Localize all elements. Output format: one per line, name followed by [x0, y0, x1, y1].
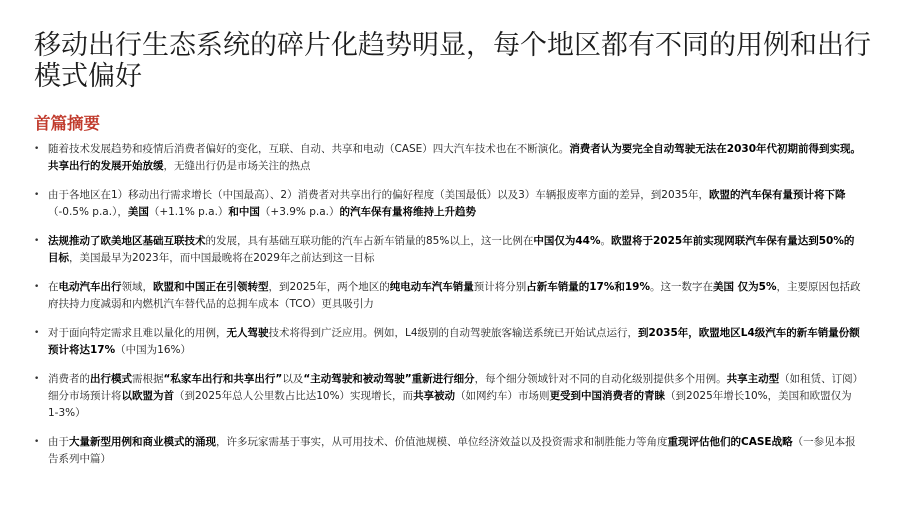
summary-bullet	[34, 279, 862, 313]
bullet-text-bold: 共享被动	[413, 390, 456, 402]
bullet-text-bold: 和中国	[228, 206, 260, 218]
bullet-text-bold: “私家车出行和共享出行”	[163, 373, 283, 385]
bullet-text: ，到2025年，两个地区的	[268, 281, 390, 293]
bullet-text-bold: 欧盟和中国正在引领转型	[153, 281, 269, 293]
bullet-text-bold: 欧盟的汽车保有量预计将下降	[709, 189, 846, 201]
bullet-text: （如网约车）市场则	[455, 390, 550, 402]
bullet-marker: •	[34, 144, 40, 154]
page-title: 移动出行生态系统的碎片化趋势明显，每个地区都有不同的用例和出行模式偏好	[34, 30, 871, 92]
bullet-text-bold: 大量新型用例和商业模式的涌现	[69, 436, 216, 448]
bullet-text: （-0.5% p.a.），	[48, 206, 128, 218]
bullet-text-bold: “主动驾驶和被动驾驶”重新进行细分	[303, 373, 475, 385]
summary-bullet	[34, 141, 862, 175]
bullet-marker: •	[34, 282, 40, 292]
bullet-text: （中国为16%）	[115, 344, 191, 356]
bullet-text-bold: 共享主动型	[726, 373, 780, 385]
bullet-marker: •	[34, 437, 40, 447]
summary-bullet	[34, 233, 862, 267]
bullet-text: 预计将分别	[473, 281, 527, 293]
summary-bullet-list	[34, 141, 862, 480]
bullet-text-bold: 更受到中国消费者的青睐	[549, 390, 666, 402]
bullet-text-bold: 法规推动了欧美地区基础互联技术	[48, 235, 206, 247]
bullet-text: 。这一数字在	[650, 281, 713, 293]
bullet-text-bold: 美国 仅为5%	[713, 281, 777, 293]
bullet-marker: •	[34, 374, 40, 384]
bullet-text-bold: 重现评估他们的CASE战略	[667, 436, 793, 448]
bullet-text-bold: 欧盟将于2025年前实现网联汽车保有量达到50%的目标	[48, 235, 855, 264]
bullet-text: （一参见本报告系列中篇）	[48, 436, 856, 465]
section-heading: 首篇摘要	[34, 114, 100, 133]
bullet-text-bold: 中国仅为44%	[533, 235, 601, 247]
summary-bullet	[34, 371, 862, 422]
bullet-text-bold: 以欧盟为首	[121, 390, 174, 402]
bullet-text: 由于各地区在1）移动出行需求增长（中国最高）、2）消费者对共享出行的偏好程度（美国最低）以及3）车辆报废率方面的差异，到2035年，	[48, 189, 710, 201]
bullet-text: 消费者的	[48, 373, 90, 385]
bullet-marker: •	[34, 236, 40, 246]
bullet-text-bold: 消费者认为要完全自动驾驶无法在2030年代初期前得到实现。共享出行的发展开始放缓	[48, 143, 862, 172]
bullet-text: 需根据	[132, 373, 164, 385]
bullet-text-bold: 占新车销量的17%和19%	[526, 281, 650, 293]
bullet-text: （+1.1% p.a.）	[148, 206, 229, 218]
bullet-text-bold: 的汽车保有量将维持上升趋势	[339, 206, 477, 218]
bullet-text-bold: 出行模式	[90, 373, 132, 385]
bullet-text-bold: 美国	[127, 206, 149, 218]
bullet-text: 由于	[48, 436, 69, 448]
bullet-text: （到2025年增长10%，美国和欧盟仅为1-3%）	[48, 390, 852, 419]
bullet-marker: •	[34, 328, 40, 338]
bullet-text: （如租赁、订阅）细分市场预计将	[48, 373, 858, 402]
bullet-text: 领域，	[121, 281, 153, 293]
bullet-text-bold: 到2035年，欧盟地区L4级汽车的新车销量份额预计将达17%	[48, 327, 860, 356]
bullet-text: ，美国最早为2023年，而中国最晚将在2029年之前达到这一目标	[69, 252, 375, 264]
bullet-text-bold: 无人驾驶	[226, 327, 269, 339]
bullet-text-bold: 电动汽车出行	[58, 281, 122, 293]
bullet-text: 在	[48, 281, 59, 293]
bullet-text: ，每个细分领域针对不同的自动化级别提供多个用例。	[474, 373, 727, 385]
bullet-text: 的发展，具有基础互联功能的汽车占新车销量的85%以上，这一比例在	[205, 235, 534, 247]
bullet-text: （+3.9% p.a.）	[259, 206, 340, 218]
bullet-text: ，许多玩家需基于事实，从可用技术、价值池规模、单位经济效益以及投资需求和制胜能力等角度	[216, 436, 668, 448]
bullet-marker: •	[34, 190, 40, 200]
bullet-text: 以及	[282, 373, 304, 385]
summary-bullet	[34, 325, 862, 359]
bullet-text-bold: 纯电动车汽车销量	[389, 281, 474, 293]
bullet-text: ，主要原因包括政府扶持力度减弱和内燃机汽车替代品的总拥车成本（TCO）更具吸引力	[48, 281, 861, 310]
summary-bullet	[34, 187, 862, 221]
bullet-text: 随着技术发展趋势和疫情后消费者偏好的变化，互联、自动、共享和电动（CASE）四大汽车技术也在不断演化。	[48, 143, 570, 155]
bullet-text: （到2025年总人公里数占比达10%）实现增长，而	[174, 390, 414, 402]
bullet-text: 。	[600, 235, 611, 247]
bullet-text: 对于面向特定需求且难以量化的用例，	[48, 327, 227, 339]
bullet-text: 技术将得到广泛应用。例如，L4级别的自动驾驶旅客输送系统已开始试点运行，	[268, 327, 639, 339]
summary-bullet	[34, 434, 862, 468]
bullet-text: ，无缝出行仍是市场关注的热点	[163, 160, 311, 172]
